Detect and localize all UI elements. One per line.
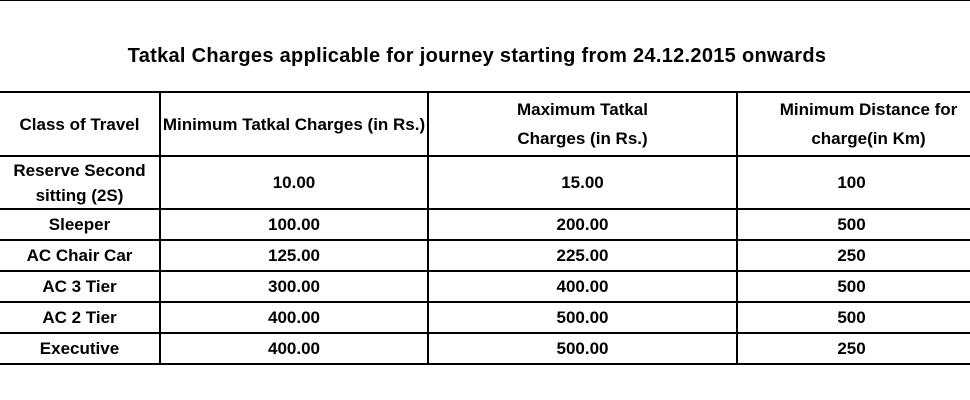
min-charge-cell: 10.00 [160,156,428,209]
top-divider [0,0,970,1]
table-row [0,333,970,364]
class-cell: Reserve Second sitting (2S) [0,156,160,209]
class-cell: AC Chair Car [0,240,160,271]
min-charge-cell: 300.00 [160,271,428,302]
table-row [0,240,970,271]
max-charge-cell: 200.00 [428,209,737,240]
header-minimum-distance: Minimum Distance for charge(in Km) [737,92,970,156]
class-cell: Executive [0,333,160,364]
min-distance-cell: 100 [737,156,970,209]
min-charge-cell: 400.00 [160,302,428,333]
header-maximum-charges: Maximum Tatkal Charges (in Rs.) [428,92,737,156]
max-charge-cell: 400.00 [428,271,737,302]
class-cell: AC 3 Tier [0,271,160,302]
table-row [0,271,970,302]
class-cell: Sleeper [0,209,160,240]
table-header-row [0,92,970,156]
page-title: Tatkal Charges applicable for journey starting from 24.12.2015 onwards [127,45,827,67]
header-minimum-charges: Minimum Tatkal Charges (in Rs.) [160,92,428,156]
min-charge-cell: 125.00 [160,240,428,271]
table-row [0,302,970,333]
table-row [0,209,970,240]
min-charge-cell: 100.00 [160,209,428,240]
min-charge-cell: 400.00 [160,333,428,364]
class-cell: AC 2 Tier [0,302,160,333]
max-charge-cell: 500.00 [428,302,737,333]
min-distance-cell: 500 [737,302,970,333]
min-distance-cell: 250 [737,240,970,271]
min-distance-cell: 500 [737,209,970,240]
tatkal-charges-table-container [0,91,970,375]
table-row [0,156,970,209]
min-distance-cell: 500 [737,271,970,302]
header-class-of-travel: Class of Travel [0,92,160,156]
max-charge-cell: 15.00 [428,156,737,209]
min-distance-cell: 250 [737,333,970,364]
max-charge-cell: 500.00 [428,333,737,364]
max-charge-cell: 225.00 [428,240,737,271]
tatkal-charges-table [0,91,970,365]
